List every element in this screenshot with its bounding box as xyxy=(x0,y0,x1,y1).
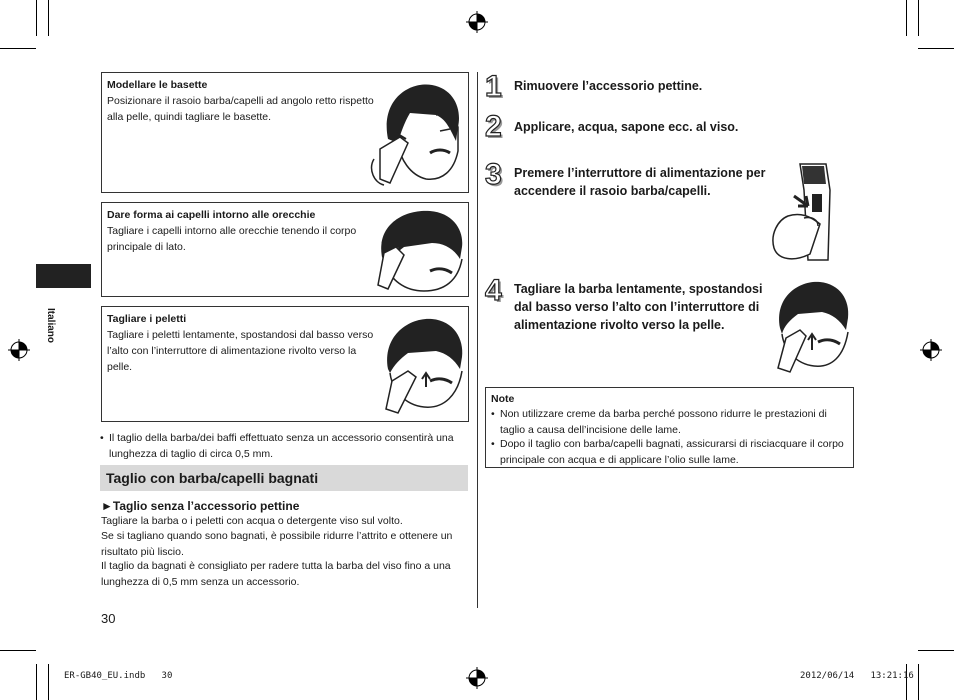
ear-trimming-illustration xyxy=(374,207,466,293)
step-text: Rimuovere l’accessorio pettine. xyxy=(514,79,703,93)
page-number: 30 xyxy=(101,611,116,626)
step-number: 3 xyxy=(485,158,502,191)
step-text: Applicare, acqua, sapone ecc. al viso. xyxy=(514,120,739,134)
footer-file: ER-GB40_EU.indb 30 xyxy=(64,671,173,681)
note-title: Note xyxy=(491,393,515,405)
box-text: Tagliare i peletti lentamente, spostandosi dal basso verso l’alto con l’interruttore di alimentazione rivolto verso la pelle. xyxy=(107,329,374,373)
box-text: Tagliare i capelli intorno alle orecchie tenendo il corpo principale di lato. xyxy=(107,225,357,253)
step-text: Premere l’interruttore di alimentazione per accendere il rasoio barba/capelli. xyxy=(514,166,766,198)
registration-mark-icon xyxy=(8,339,30,361)
section-paragraph: Tagliare la barba o i peletti con acqua o detergente viso sul volto. xyxy=(101,515,403,527)
section-heading: Taglio con barba/capelli bagnati xyxy=(106,470,319,486)
info-box-ears xyxy=(101,202,469,297)
registration-mark-icon xyxy=(466,667,488,689)
section-subheading: ►Taglio senza l’accessorio pettine xyxy=(101,499,300,513)
box-title: Tagliare i peletti xyxy=(107,313,187,325)
upward-trimming-illustration xyxy=(766,278,850,376)
note-item-text: Non utilizzare creme da barba perché possono ridurre le prestazioni di taglio a causa dell’incisione delle lame. xyxy=(500,408,827,436)
registration-mark-icon xyxy=(466,11,488,33)
left-bullet-text: Il taglio della barba/dei baffi effettuato senza un accessorio consentirà una lunghezza di taglio di circa 0,5 mm. xyxy=(109,432,454,460)
note-item-text: Dopo il taglio con barba/capelli bagnati, assicurarsi di risciacquare il corpo principale con acqua e di applicare l’olio sulle lame. xyxy=(500,438,844,466)
info-box-stray-hairs xyxy=(101,306,469,422)
column-divider xyxy=(477,72,478,608)
side-tab-label: Italiano xyxy=(45,308,56,344)
box-title: Dare forma ai capelli intorno alle orecchie xyxy=(107,209,316,221)
stray-hair-trimming-illustration xyxy=(374,315,466,417)
power-switch-illustration xyxy=(764,160,846,268)
info-box-sideburns xyxy=(101,72,469,193)
sideburn-trimming-illustration xyxy=(370,79,466,189)
left-bullet: • Il taglio della barba/dei baffi effettuato senza un accessorio consentirà una lunghezza di taglio di circa 0,5 mm. xyxy=(100,431,470,462)
footer-datetime: 2012/06/14 13:21:16 xyxy=(800,671,914,681)
section-paragraph: Il taglio da bagnati è consigliato per radere tutta la barba del viso fino a una lunghezza di 0,5 mm senza un accessorio. xyxy=(101,560,451,588)
step-text: Tagliare la barba lentamente, spostandosi dal basso verso l’alto con l’interruttore di alimentazione rivolto verso la pelle. xyxy=(514,282,763,332)
side-tab xyxy=(36,264,91,288)
box-title: Modellare le basette xyxy=(107,79,208,91)
note-item: • Non utilizzare creme da barba perché possono ridurre le prestazioni di taglio a causa dell’incisione delle lame. xyxy=(491,407,847,438)
step-number: 2 xyxy=(485,110,502,143)
step-number: 4 xyxy=(485,274,502,307)
box-text: Posizionare il rasoio barba/capelli ad angolo retto rispetto alla pelle, quindi tagliare le basette. xyxy=(107,95,374,123)
section-heading-bar xyxy=(100,465,468,491)
note-box xyxy=(485,387,854,468)
section-paragraph: Se si tagliano quando sono bagnati, è possibile ridurre l’attrito e ottenere un risultato più liscio. xyxy=(101,530,453,558)
step-number: 1 xyxy=(485,70,502,103)
note-item: • Dopo il taglio con barba/capelli bagnati, assicurarsi di risciacquare il corpo principale con acqua e di applicare l’olio sulle lame. xyxy=(491,437,847,468)
registration-mark-icon xyxy=(920,339,942,361)
